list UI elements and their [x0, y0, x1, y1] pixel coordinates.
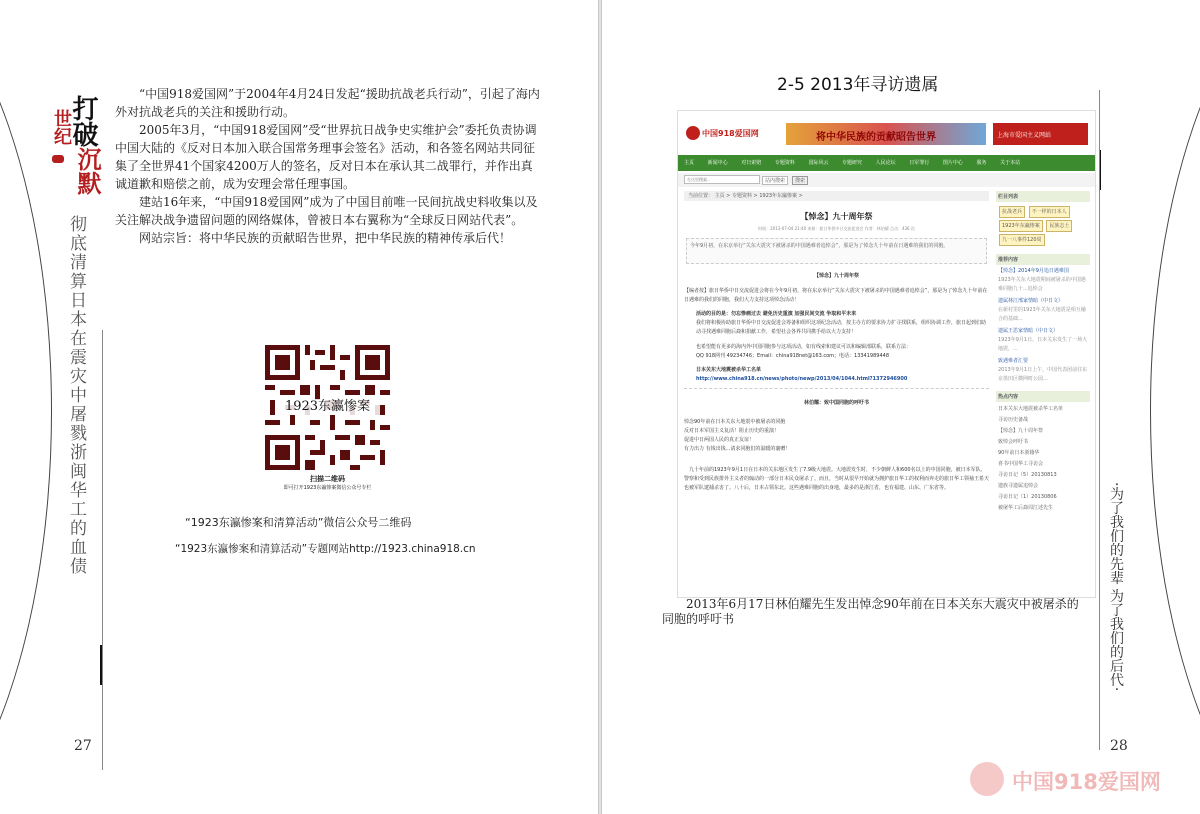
rec-title[interactable]: 【悼念】2014年9月追日遇难国: [998, 268, 1069, 274]
rec-item: [998, 297, 1088, 324]
hot-item[interactable]: 寻访历史备战: [998, 417, 1029, 423]
rec-title[interactable]: 致遇难者汇要: [998, 358, 1029, 364]
paragraph: “中国918爱国网”于2004年4月24日发起“援助抗战老兵行动”，引起了海内外对抗战老兵的关注和援助行动。: [115, 87, 540, 119]
nav-item[interactable]: 专题资料: [774, 160, 795, 166]
nav-item[interactable]: 国际风云: [808, 160, 829, 166]
watermark: [970, 760, 1190, 800]
divider: [684, 388, 989, 389]
list-title: 日本关东大地震被杀华工名单: [696, 367, 762, 373]
title-logo-line2: 世纪: [51, 109, 72, 145]
qr-overlay-text: 1923东瀛惨案: [275, 399, 380, 415]
sidebar-section-title: 热点内容: [996, 391, 1090, 402]
rec-text: 在新村里的1923年关东大地震是相互融合的基础...: [998, 307, 1086, 322]
rec-item: [998, 267, 1088, 294]
hot-item[interactable]: 日本关东大地震被杀华工名单: [998, 406, 1064, 412]
vertical-subtitle: 彻底清算日本在震灾中屠戮浙闽华工的血债: [66, 215, 86, 576]
qr-scan-label: 扫描二维码: [310, 475, 345, 483]
margin-line: [1099, 90, 1100, 750]
site-banner: [786, 123, 986, 145]
nav-item[interactable]: 专题研究: [842, 160, 863, 166]
paragraph: 建站16年来，“中国918爱国网”成为了中国目前唯一民间抗战史料收集以及关注解决战争遗留问题的网络媒体，曾被日本右翼称为“全球反日网站代表”。: [115, 195, 538, 227]
sidebar-tab[interactable]: 九一八事件120周: [999, 234, 1045, 246]
site-nav: [678, 155, 1095, 171]
search-input[interactable]: [684, 175, 760, 184]
sidebar-section-title: 栏目列表: [996, 191, 1090, 202]
rec-title[interactable]: 遗属王思家情暗（中日文）: [998, 328, 1059, 334]
title-logo-line3: 沉默: [73, 147, 102, 195]
main-column: [684, 191, 989, 591]
photo-caption: 2013年6月17日林伯耀先生发出悼念90年前在日本关东大震灾中被屠杀的同胞的呼吁书: [662, 597, 1079, 626]
call-item: 反对日本军国主义复活！阻止历史的重演！: [684, 428, 780, 434]
qr-code: [265, 345, 390, 470]
title-logo-line1: 打破: [68, 95, 98, 147]
hot-item[interactable]: 【悼念】九十周年祭: [998, 428, 1044, 434]
paragraph: 2005年3月，“中国918爱国网”受“世界抗日战争史实维护会”委托负责协调中国大陆的《反对日本加入联合国常务理事会签名》活动，和各签名网站共同征集了全世界41个国家4200万人的签名，反对日本在承认其二战罪行，并作出真诚道歉和赔偿之前，成为安理会常任理事国。: [115, 123, 537, 191]
rec-title[interactable]: 遗属林江邢家情暗（中日文）: [998, 298, 1064, 304]
nav-item[interactable]: 关于本站: [1000, 160, 1021, 166]
hot-item[interactable]: 被屠华工后裔周江述先生: [998, 505, 1054, 511]
search-bar: [678, 173, 1095, 187]
rec-item: [998, 357, 1088, 384]
list-link[interactable]: http://www.china918.cn/news/photo/newp/2013/04/1044.html?1372946900: [696, 376, 908, 382]
site-logo: 中国918爱国网: [702, 129, 759, 138]
nav-item[interactable]: 对日索赔: [741, 160, 762, 166]
watermark-logo-icon: [970, 762, 1004, 796]
hot-item[interactable]: 致悼会呼吁书: [998, 439, 1029, 445]
article-p2-head: 活动的目的是：勿忘惨痛过去 避免历史重演 加强民间交流 争取和平未来: [696, 311, 857, 317]
nav-item[interactable]: 主页: [684, 160, 695, 166]
search-select[interactable]: 站内搜索: [762, 176, 788, 185]
qr-caption: “1923东瀛惨案和清算活动”微信公众号二维码: [185, 516, 412, 529]
call-item: 促进中日两国人民的真正友谊！: [684, 437, 755, 443]
search-button[interactable]: 搜索: [792, 176, 808, 185]
article-body-end: 九十年前的1923年9月1日在日本的关东地区发生了7.9级大地震。大地震发生时，不少朝鲜人和600名以上的中国同胞，被日本军队、警察和受到民族排外主义者的煽动的一部分日本民众屠杀了。而且，当时从很早开始就为拥护旅日华工的权利而奔走的旅日华工领袖王希天也被军队逮捕杀害了。八十后，日本占领东北。这些遇难同胞的出身地，最多的是浙江省，也有福建、山东、广东省等。: [684, 467, 990, 491]
body-text: [115, 85, 540, 247]
breadcrumb: 当前位置： 主页 > 专题资料 > 1923年东瀛惨案 >: [684, 191, 989, 201]
hot-item[interactable]: 寻访日记（1）20130806: [998, 494, 1057, 500]
article-center-title: 【悼念】九十周年祭: [813, 273, 859, 279]
page-number: 27: [74, 738, 92, 754]
site-logo-icon: [686, 126, 700, 140]
sub-title: 林伯耀：致中国同胞的呼吁书: [803, 400, 869, 406]
article-p2: 我们将积极协助旅日华侨中日交流促进会筹备和组织这项纪念活动，按主办方的要求协力扩寻找联系，组织协调工作，旅日起到们助动寻找遇难同胞后裔和捐献工作，希望社会各界共同携手给以大力支持！: [696, 320, 987, 335]
qr-hint: 即可打开1923东瀛惨案微信公众号专栏: [283, 485, 372, 491]
page-number: 28: [1110, 738, 1128, 754]
watermark-text: 中国918爱国网: [1012, 770, 1161, 794]
nav-item[interactable]: 日军罪行: [909, 160, 930, 166]
call-item: 有力出力 有钱出钱...请求同胞们的温暖的襄赠！: [684, 446, 791, 452]
page-edge-curve: [1150, 0, 1200, 814]
nav-item[interactable]: 图片中心: [942, 160, 963, 166]
article-summary: 今年9月初，在东京举行“关东大震灾下被屠杀的中国遇难者追悼会”，那是为了悼念九十年前在日遇难的我们的同胞。: [686, 238, 987, 264]
article-contact: QQ 918网刊 49234746；Email：china918net@163.com；电话：13341989448: [696, 353, 890, 359]
right-page: [602, 0, 1200, 814]
article-p1: 【编者按】旅日华侨中日交流促进会将在今年9月初，将在东京举行“关东大震灾下被屠杀的中国遇难者追悼会”，那是为了悼念九十年前在日遇难的我们的同胞，我们大力支持这项悼念活动！: [684, 288, 988, 303]
nav-item[interactable]: 新闻中心: [707, 160, 728, 166]
sidebar-section-title: 推荐内容: [996, 254, 1090, 265]
article-meta: 时间：2013-07-04 21:40 来源：旅日华侨中日交流促进会 作者：林伯耀 点击：436 次: [758, 226, 915, 231]
sidebar-tab[interactable]: 不一样的日本人: [1029, 206, 1070, 218]
website-caption: “1923东瀛惨案和清算活动”专题网站http://1923.china918.cn: [175, 543, 476, 555]
sidebar: [996, 191, 1090, 586]
rec-item: [998, 327, 1088, 354]
hot-item[interactable]: 寻访日记（5）20130813: [998, 472, 1057, 478]
paragraph: 网站宗旨：将中华民族的贡献昭告世界，把中华民族的精神传承后代！: [139, 231, 512, 245]
hot-item[interactable]: 90年前日本浙籍华: [998, 450, 1040, 456]
nav-item[interactable]: 人民论坛: [875, 160, 896, 166]
sidebar-tabs: [996, 202, 1090, 250]
site-header: [678, 111, 1095, 153]
margin-line: [102, 330, 103, 770]
rec-text: 1923年关东大地震期间被屠杀的中国遇难同胞九十...追悼会: [998, 277, 1086, 292]
banner-right-text: 上海市爱国主义网站: [997, 132, 1052, 139]
sidebar-tab[interactable]: 抗战老兵: [999, 206, 1025, 218]
rec-text: 2013年9月1日上午，中国代表团前往东京墨田区横网町公园...: [998, 367, 1088, 382]
website-screenshot: [677, 110, 1096, 598]
left-page: [0, 0, 598, 814]
rec-text: 1923年9月1日，日本关东发生了一场大地震，...: [998, 337, 1088, 352]
sidebar-tab[interactable]: 1923年东瀛惨案: [999, 220, 1043, 232]
banner-right: [993, 123, 1088, 145]
recommended-list: [996, 265, 1090, 389]
nav-item[interactable]: 服务: [976, 160, 987, 166]
call-list: [684, 418, 989, 454]
hot-list: [996, 402, 1090, 516]
title-logo: [40, 95, 110, 210]
banner-text: 将中华民族的贡献昭告世界: [816, 132, 936, 143]
section-heading: 2-5 2013年寻访遗属: [777, 75, 939, 95]
hot-item[interactable]: 喜书中国华工寻访会: [998, 461, 1044, 467]
hot-item[interactable]: 遗族寻遗属追悼会: [998, 483, 1039, 489]
sidebar-tab[interactable]: 民族志士: [1046, 220, 1072, 232]
article-title: 【悼念】九十周年祭: [800, 212, 873, 221]
article-p3: 也希望能有更多的海内外中国同胞参与这项活动，如有线索和建议可以和编辑部联系，联系方法：: [696, 344, 912, 350]
call-item: 悼念90年前在日本关东大地震中被屠杀的同胞: [684, 419, 786, 425]
seal-stamp-icon: [52, 155, 64, 163]
side-slogan: ·为了我们的先辈 为了我们的后代·: [1108, 482, 1124, 692]
